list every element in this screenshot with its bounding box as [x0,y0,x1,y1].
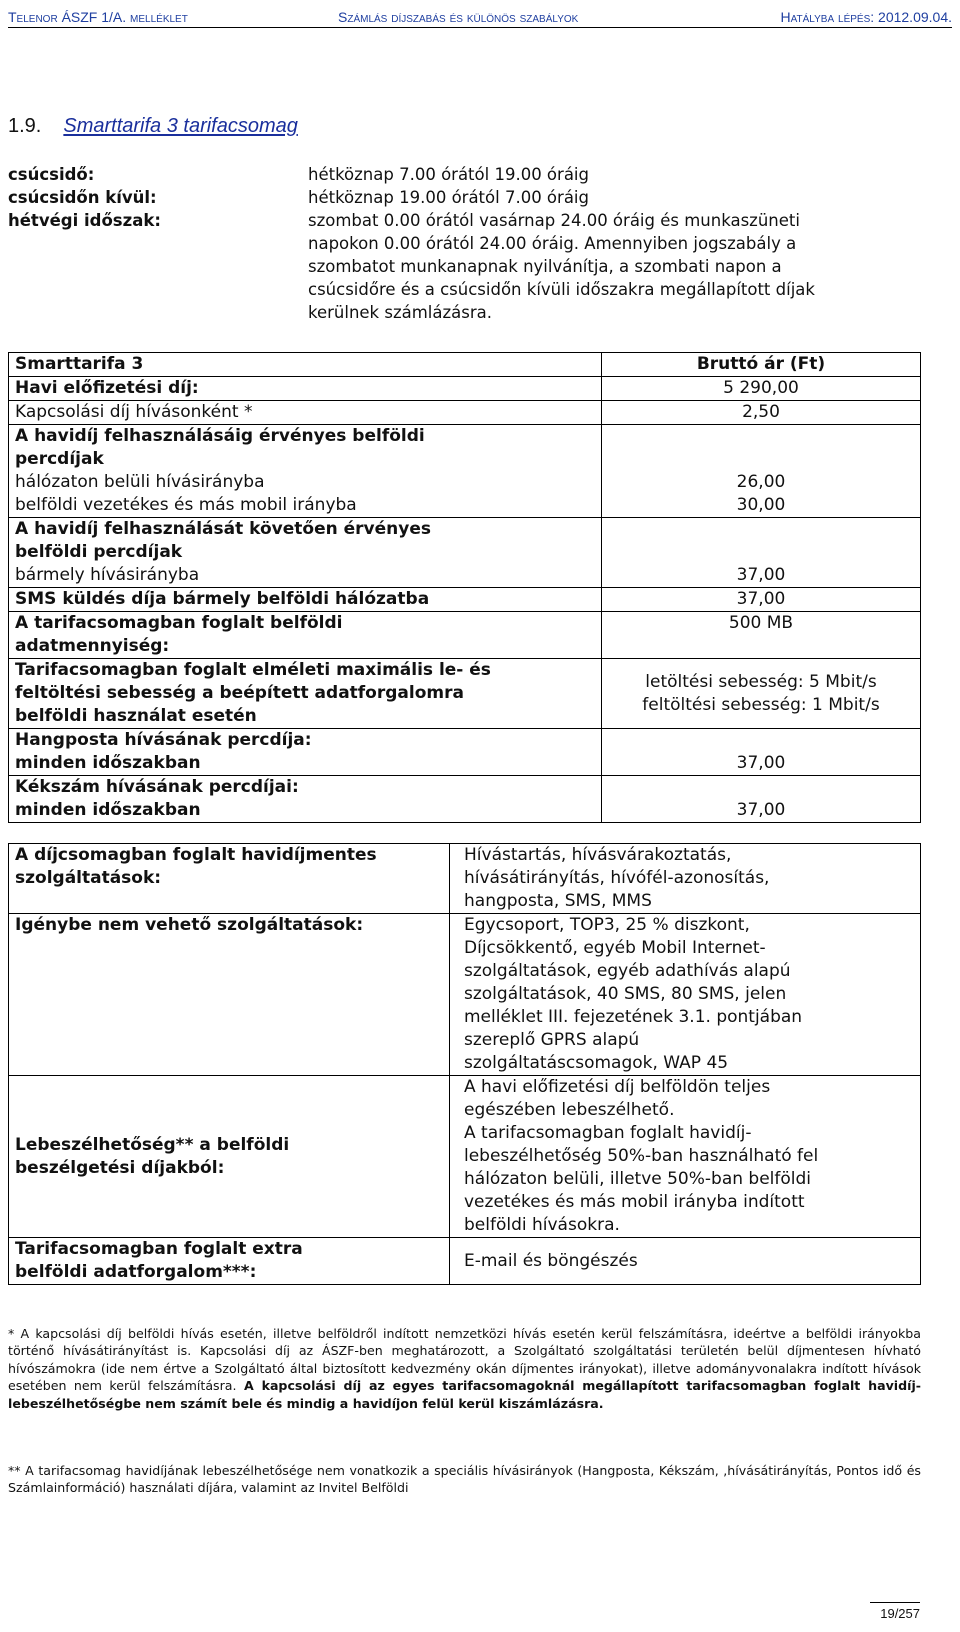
period-value: hétköznap 19.00 órától 7.00 óráig [308,188,589,207]
within-row2-value: 30,00 [736,495,786,515]
time-periods [8,163,952,324]
table-row [9,425,921,518]
period-label: csúcsidőn kívül: [8,188,157,207]
footnote-2-text: ** A tarifacsomag havidíjának lebeszélhetősége nem vonatkozik a speciális hívásirányok (Hangposta, Kékszám, ,hívásátirányítás, Pontos idő és Számlainformáció) használati díjára, valamint az Invitel Belföldi [8,1463,921,1496]
period-row [8,209,952,324]
section-title: Smarttarifa 3 tarifacsomag [63,115,298,137]
table-head-left: Smarttarifa 3 [9,353,602,377]
data-amount-label: A tarifacsomagban foglalt belföldi adatmennyiség: [9,612,602,659]
header-left: Telenor ÁSZF 1/A. melléklet [8,9,188,25]
page-number: 19/257 [880,1606,920,1621]
table-row [9,401,921,425]
table-row [9,518,921,588]
after-rates-values [602,518,921,588]
period-row [8,186,952,209]
free-services-value: Hívástartás, hívásvárakoztatás, hívásátirányítás, hívófél-azonosítás, hangposta, SMS, MMS [450,844,921,914]
table-row [9,377,921,401]
tariff-table [8,352,921,823]
within-row1-label: hálózaton belüli hívásirányba [15,472,265,492]
period-label: csúcsidő: [8,165,95,184]
after-rates-cell: A havidíj felhasználását követően érvényes belföldi percdíjak bármely hívásirányba [9,518,602,588]
within-rates-cell: A havidíj felhasználásáig érvényes belföldi percdíjak hálózaton belüli hívásirányba belföldi vezetékes és más mobil irányba [9,425,602,518]
header-right: Hatályba lépés: 2012.09.04. [780,9,952,25]
monthly-fee-value: 5 290,00 [602,377,921,401]
footnote-1-bold: A kapcsolási díj az egyes tarifacsomagoknál megállapított tarifacsomagban foglalt havidíj-lebeszélhetőségbe nem számít bele és mindig a havidíjon felül kerül kiszámlázásra. [8,1378,921,1411]
within-row1-value: 26,00 [736,472,786,492]
blue-number-label: Kékszám hívásának percdíjai: minden időszakban [9,776,602,823]
period-label: hétvégi időszak: [8,211,161,230]
table-row [9,914,921,1076]
sms-value: 37,00 [602,588,921,612]
table-header-row [9,353,921,377]
table-row [9,844,921,914]
within-row2-label: belföldi vezetékes és más mobil irányba [15,495,357,515]
unavailable-services-value: Egycsoport, TOP3, 25 % diszkont, Díjcsökkentő, egyéb Mobil Internet- szolgáltatások, egyéb adathívás alapú szolgáltatások, 40 SMS, 80 SMS, jelen melléklet III. fejezetének 3.1. pontjában szereplő GPRS alapú szolgáltatáscsomagok, WAP 45 [450,914,921,1076]
within-rates-values [602,425,921,518]
period-value: szombat 0.00 órától vasárnap 24.00 óráig és munkaszüneti napokon 0.00 órától 24.00 óráig. Amennyiben jogszabály a szombatot munkanapnak nyilvánítja, a szombati napon a csúcsidőre és a csúcsidőn kívüli időszakra megállapított díjak kerülnek számlázásra. [308,211,815,322]
table-row [9,612,921,659]
footnote-1-text: * A kapcsolási díj belföldi hívás esetén, illetve belföldről indított nemzetközi hívás esetén kerül felszámításra, ideértve a belföldi irányokba történő hívásátirányítást is. Kapcsolási díj az ÁSZF-ben meghatározott, a Szolgáltató szolgáltatási területén belül díjmentesen hívható hívószámokra (ide nem értve a Szolgáltató által biztosított kedvezmény okán díjmentes irányokat), illetve adományvonalakra indított hívások esetében nem kerül felszámításra. [8,1326,921,1394]
blue-number-value: 37,00 [602,776,921,823]
free-services-label: A díjcsomagban foglalt havidíjmentes szolgáltatások: [9,844,450,914]
period-value: hétköznap 7.00 órától 19.00 óráig [308,165,589,184]
footnote-2 [8,1462,921,1497]
table-row [9,588,921,612]
speed-value: letöltési sebesség: 5 Mbit/s feltöltési sebesség: 1 Mbit/s [602,659,921,729]
unavailable-services-label: Igénybe nem vehető szolgáltatások: [9,914,450,1076]
talk-allowance-label: Lebeszélhetőség** a belföldi beszélgetési díjakból: [9,1076,450,1238]
table-row [9,729,921,776]
data-amount-value: 500 MB [602,612,921,659]
monthly-fee-label: Havi előfizetési díj: [9,377,602,401]
section-number: 1.9. [8,115,42,137]
header-center: Számlás díjszabás és különös szabályok [338,9,579,25]
table-row [9,659,921,729]
section-heading [8,115,298,138]
page-number-rule [870,1602,920,1603]
period-row [8,163,952,186]
after-row-value: 37,00 [736,565,786,585]
footnote-1 [8,1325,921,1412]
table-head-right: Bruttó ár (Ft) [602,353,921,377]
table-row [9,1238,921,1285]
page-header [8,5,952,28]
connect-fee-value: 2,50 [602,401,921,425]
services-table [8,843,921,1285]
connect-fee-label: Kapcsolási díj hívásonként * [9,401,602,425]
table-row [9,776,921,823]
speed-label: Tarifacsomagban foglalt elméleti maximális le- és feltöltési sebesség a beépített adatforgalomra belföldi használat esetén [9,659,602,729]
after-row-label: bármely hívásirányba [15,565,200,585]
table-row [9,1076,921,1238]
extra-data-value: E-mail és böngészés [450,1238,921,1285]
extra-data-label: Tarifacsomagban foglalt extra belföldi adatforgalom***: [9,1238,450,1285]
talk-allowance-value: A havi előfizetési díj belföldön teljes egészében lebeszélhető. A tarifacsomagban foglalt havidíj- lebeszélhetőség 50%-ban használható fel hálózaton belüli, illetve 50%-ban belföldi vezetékes és más mobil irányba indított belföldi hívásokra. [450,1076,921,1238]
voicemail-label: Hangposta hívásának percdíja: minden időszakban [9,729,602,776]
voicemail-value: 37,00 [602,729,921,776]
sms-label: SMS küldés díja bármely belföldi hálózatba [9,588,602,612]
